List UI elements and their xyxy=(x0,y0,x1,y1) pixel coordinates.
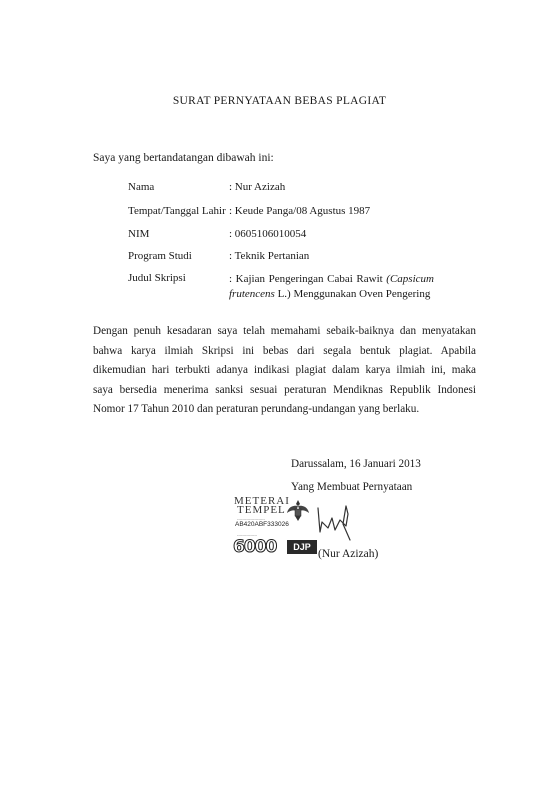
field-value: : Keude Panga/08 Agustus 1987 xyxy=(229,205,371,217)
field-label: Program Studi xyxy=(128,250,192,262)
paragraph-line: dikemudian hari terbukti adanya indikasi plagiat dalam karya ilmiah ini, maka xyxy=(93,364,476,376)
field-value: : Nur Azizah xyxy=(229,181,286,193)
judul-word: Kajian xyxy=(235,273,265,285)
judul-colon: : xyxy=(229,273,233,285)
page-title: SURAT PERNYATAAN BEBAS PLAGIAT xyxy=(172,95,387,107)
djp-logo: DJP xyxy=(287,540,317,554)
stamp-fine-print: --------------------- xyxy=(237,516,265,521)
field-label: Nama xyxy=(128,181,155,193)
paragraph-line: bahwa karya ilmiah Skripsi ini bebas dari segala bentuk plagiat. Apabila xyxy=(93,344,476,357)
judul-rest-2: L.) Menggunakan Oven Pengering xyxy=(274,288,431,300)
field-value: : 0605106010054 xyxy=(229,228,307,240)
field-label: Tempat/Tanggal Lahir xyxy=(128,205,226,217)
signer-name: (Nur Azizah) xyxy=(318,548,379,560)
judul-line-2 xyxy=(229,288,430,300)
garuda-emblem-icon xyxy=(285,497,311,523)
stamp-fine-print-2: --------------- xyxy=(237,532,257,537)
judul-italic-2: frutencens xyxy=(229,288,275,300)
judul-line-1 xyxy=(229,272,434,287)
stamp-value: 6000 xyxy=(233,537,277,557)
field-value: : Teknik Pertanian xyxy=(229,250,310,262)
judul-word: Cabai xyxy=(327,273,353,285)
judul-word: Pengeringan xyxy=(268,273,324,285)
paragraph-line: Dengan penuh kesadaran saya telah memahami sebaik-baiknya dan menyatakan xyxy=(93,325,476,337)
field-value-judul xyxy=(229,272,434,302)
paragraph-line: Nomor 17 Tahun 2010 dan peraturan perundang-undangan yang berlaku. xyxy=(93,403,420,415)
paragraph-line: saya bersedia menerima sanksi sesuai peraturan Mendiknas Republik Indonesi xyxy=(93,383,476,396)
field-label: Judul Skripsi xyxy=(128,272,186,284)
statement-paragraph xyxy=(93,322,476,420)
stamp-line-1: METERAI xyxy=(234,495,290,507)
stamp-line-2: TEMPEL xyxy=(237,504,286,516)
stamp-code: AB420ABF333026 xyxy=(235,521,289,528)
intro-text: Saya yang bertandatangan dibawah ini: xyxy=(93,152,274,164)
maker-label: Yang Membuat Pernyataan xyxy=(291,481,413,493)
field-label: NIM xyxy=(128,228,150,240)
judul-word-italic: (Capsicum xyxy=(386,273,434,285)
judul-word: Rawit xyxy=(356,273,383,285)
place-date: Darussalam, 16 Januari 2013 xyxy=(291,458,421,470)
